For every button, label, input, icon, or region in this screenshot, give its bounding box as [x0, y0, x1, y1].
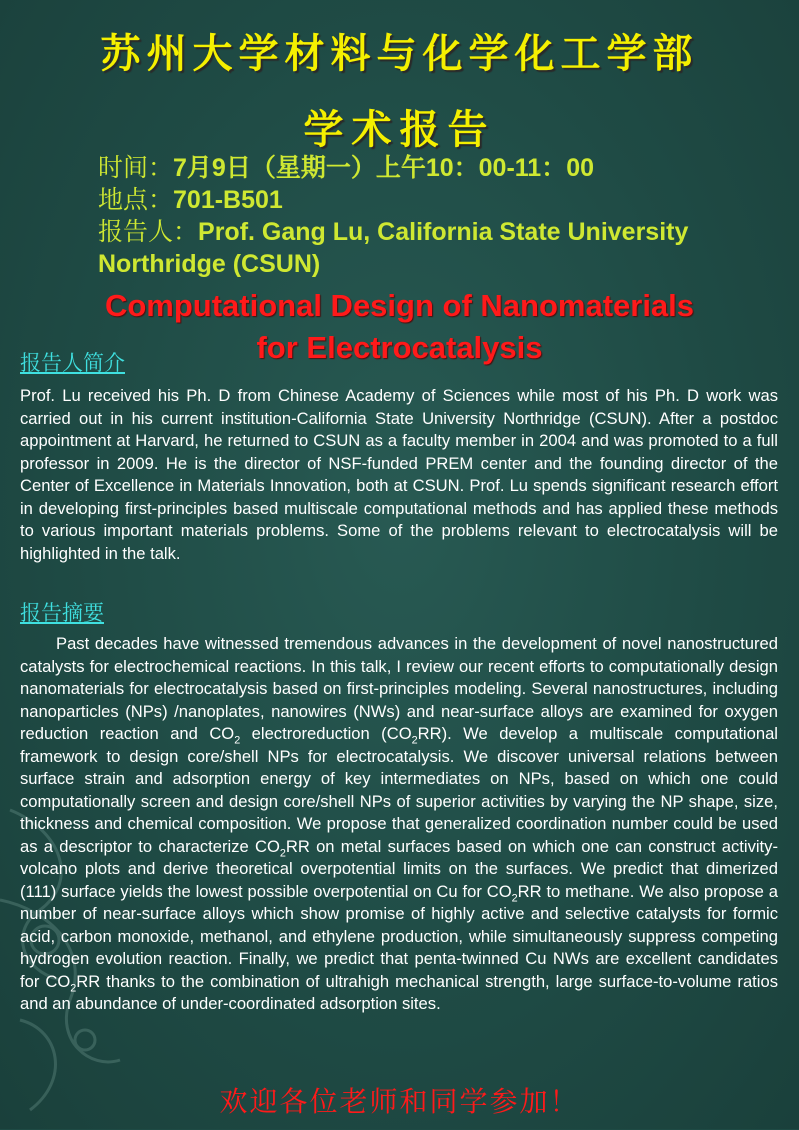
place-row — [98, 184, 778, 216]
abstract-text: Past decades have witnessed tremendous advances in the development of novel nanostructured catalysts for electrochemical reactions. In this talk, I review our recent efforts to computationally design nanomaterials for electrocatalysis based on first-principles modeling. Several nanostructures, including nanoparticles (NPs) /nanoplates, nanowires (NWs) and near-surface alloys are examined for oxygen reduction reaction and $CO_2$ electroreduction $(CO_2RR)$. We develop a multiscale computational framework to design core/shell NPs for electrocatalysis. We discover universal relations between surface strain and adsorption energy of key intermediates on NPs, based on which one could computationally screen and design core/shell NPs of superior activities by varying the NP shape, size, thickness and chemical composition. We propose that generalized coordination number could be used as a descriptor to characterize $CO_2RR$ on metal surfaces based on which one can construct activity-volcano plots and derive theoretical overpotential limits on the surfaces. We predict that dimerized (111) surface yields the lowest possible overpotential on Cu for $CO_2RR$ to methane. We also propose a number of near-surface alloys which show promise of highly active and selective catalysts for formic acid, carbon monoxide, methanol, and ethylene production, while simultaneously suppress competing hydrogen evolution reaction. Finally, we predict that penta-twinned Cu NWs are excellent candidates for $CO_2RR$ thanks to the combination of ultrahigh mechanical strength, large surface-to-volume ratios and an abundance of under-coordinated adsorption sites. — [20, 634, 778, 1013]
bio-paragraph — [20, 385, 778, 565]
page-subtitle: 学术报告 — [303, 106, 496, 153]
speaker-row — [98, 216, 778, 280]
time-row — [98, 152, 778, 184]
talk-title-line2: for Electrocatalysis — [256, 330, 543, 365]
time-value: 7月9日（星期一）上午10：00-11：00 — [173, 154, 595, 182]
speaker-value-line2: Northridge (CSUN) — [98, 250, 321, 278]
bio-text: Prof. Lu received his Ph. D from Chinese Academy of Sciences while most of his Ph. D work was carried out in his current institution-California State University Northridge (CSUN). After a postdoc appointment at Harvard, he returned to CSUN as a faculty member in 2004 and was promoted to a full professor in 2009. He is the director of NSF-funded PREM center and the founding director of the Center of Excellence in Materials Innovation, both at CSUN. Prof. Lu spends significant research effort in developing first-principles based multiscale computational methods and has applied these methods to various important materials problems. Some of the problems relevant to electrocatalysis will be highlighted in the talk. — [20, 386, 778, 563]
time-label: 时间： — [98, 153, 174, 182]
abstract-heading: 报告摘要 — [20, 601, 104, 625]
bio-heading: 报告人简介 — [20, 351, 125, 375]
welcome-message: 欢迎各位老师和同学参加！ — [219, 1085, 580, 1118]
speaker-value-line1: Prof. Gang Lu, California State University — [198, 218, 689, 246]
speaker-label: 报告人： — [98, 217, 199, 246]
place-label: 地点： — [98, 185, 174, 214]
talk-title-line1: Computational Design of Nanomaterials — [104, 288, 695, 323]
abstract-paragraph — [20, 633, 778, 1016]
page-title: 苏州大学材料与化学化工学部 — [100, 30, 699, 77]
place-value: 701-B501 — [173, 186, 283, 214]
